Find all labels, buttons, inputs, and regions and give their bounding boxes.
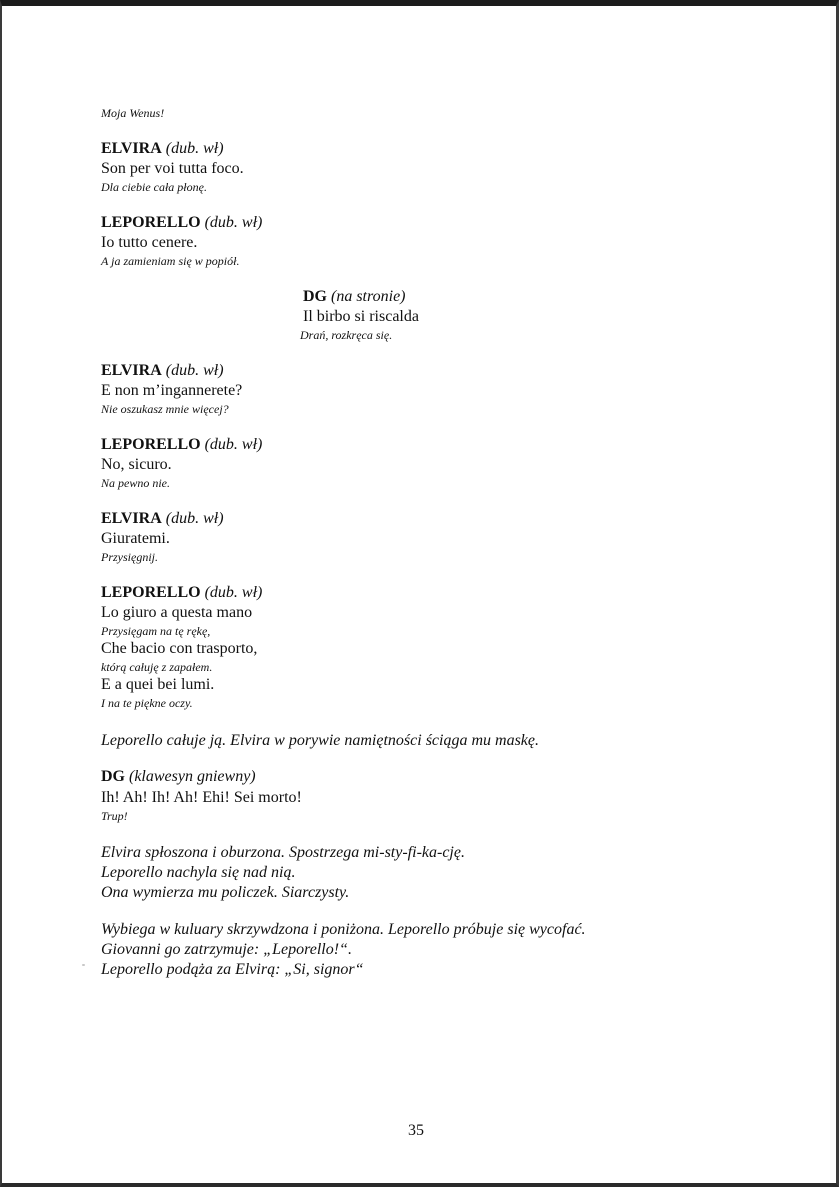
speaker-note: (dub. wł) xyxy=(204,436,263,453)
intro-translation: Moja Wenus! xyxy=(101,106,165,120)
speaker-heading-elvira xyxy=(101,510,224,528)
speaker-name: ELVIRA xyxy=(101,362,162,379)
speaker-heading-leporello xyxy=(101,584,262,602)
sung-line: Il birbo si riscalda xyxy=(303,308,419,325)
speaker-note: (dub. wł) xyxy=(165,140,224,157)
sung-line: Io tutto cenere. xyxy=(101,234,198,251)
speaker-note: (dub. wł) xyxy=(204,584,263,601)
speaker-name: ELVIRA xyxy=(101,510,162,527)
stage-direction: Elvira spłoszona i oburzona. Spostrzega mi-sty-fi-ka-cję. xyxy=(101,844,465,861)
speaker-heading-leporello xyxy=(101,436,262,454)
speaker-heading-elvira xyxy=(101,140,224,158)
line-translation: Przysięgam na tę rękę, xyxy=(101,624,211,638)
line-translation: A ja zamieniam się w popiół. xyxy=(101,254,240,268)
line-translation: Drań, rozkręca się. xyxy=(300,328,393,342)
speaker-note: (dub. wł) xyxy=(165,362,224,379)
speaker-note: (dub. wł) xyxy=(204,214,263,231)
speaker-heading-leporello xyxy=(101,214,262,232)
stage-direction: Ona wymierza mu policzek. Siarczysty. xyxy=(101,884,350,901)
stage-direction: Wybiega w kuluary skrzywdzona i poniżona. Leporello próbuje się wycofać. xyxy=(101,921,586,938)
line-translation: I na te piękne oczy. xyxy=(101,696,193,710)
stage-direction: Leporello całuje ją. Elvira w porywie namiętności ściąga mu maskę. xyxy=(101,732,540,749)
stage-direction: Leporello podąża za Elvirą: „Si, signor“ xyxy=(101,961,364,978)
speaker-name: LEPORELLO xyxy=(101,584,201,601)
sung-line: E a quei bei lumi. xyxy=(101,676,215,693)
sung-line: E non m’ingannerete? xyxy=(101,382,243,399)
sung-line: Che bacio con trasporto, xyxy=(101,640,258,657)
sung-line: Ih! Ah! Ih! Ah! Ehi! Sei morto! xyxy=(101,789,302,806)
speaker-note: (na stronie) xyxy=(331,288,406,305)
speaker-name: LEPORELLO xyxy=(101,214,201,231)
speaker-name: LEPORELLO xyxy=(101,436,201,453)
line-translation: Na pewno nie. xyxy=(101,476,170,490)
line-translation: Nie oszukasz mnie więcej? xyxy=(101,402,229,416)
speaker-name: DG xyxy=(303,288,327,305)
speaker-note: (klawesyn gniewny) xyxy=(129,768,256,785)
speaker-heading-elvira xyxy=(101,362,224,380)
speaker-heading-dg xyxy=(303,288,406,306)
speaker-name: DG xyxy=(101,768,125,785)
stage-direction: Giovanni go zatrzymuje: „Leporello!“. xyxy=(101,941,352,958)
line-translation: Trup! xyxy=(101,809,128,823)
scan-speck xyxy=(82,964,85,966)
sung-line: Lo giuro a questa mano xyxy=(101,604,253,621)
sung-line: Son per voi tutta foco. xyxy=(101,160,244,177)
line-translation: Dla ciebie cała płonę. xyxy=(101,180,207,194)
line-translation: którą całuję z zapałem. xyxy=(101,660,213,674)
speaker-heading-dg xyxy=(101,768,256,786)
sung-line: No, sicuro. xyxy=(101,456,172,473)
speaker-name: ELVIRA xyxy=(101,140,162,157)
page-number: 35 xyxy=(408,1122,424,1139)
speaker-note: (dub. wł) xyxy=(165,510,224,527)
line-translation: Przysięgnij. xyxy=(101,550,158,564)
sung-line: Giuratemi. xyxy=(101,530,170,547)
stage-direction: Leporello nachyla się nad nią. xyxy=(101,864,296,881)
